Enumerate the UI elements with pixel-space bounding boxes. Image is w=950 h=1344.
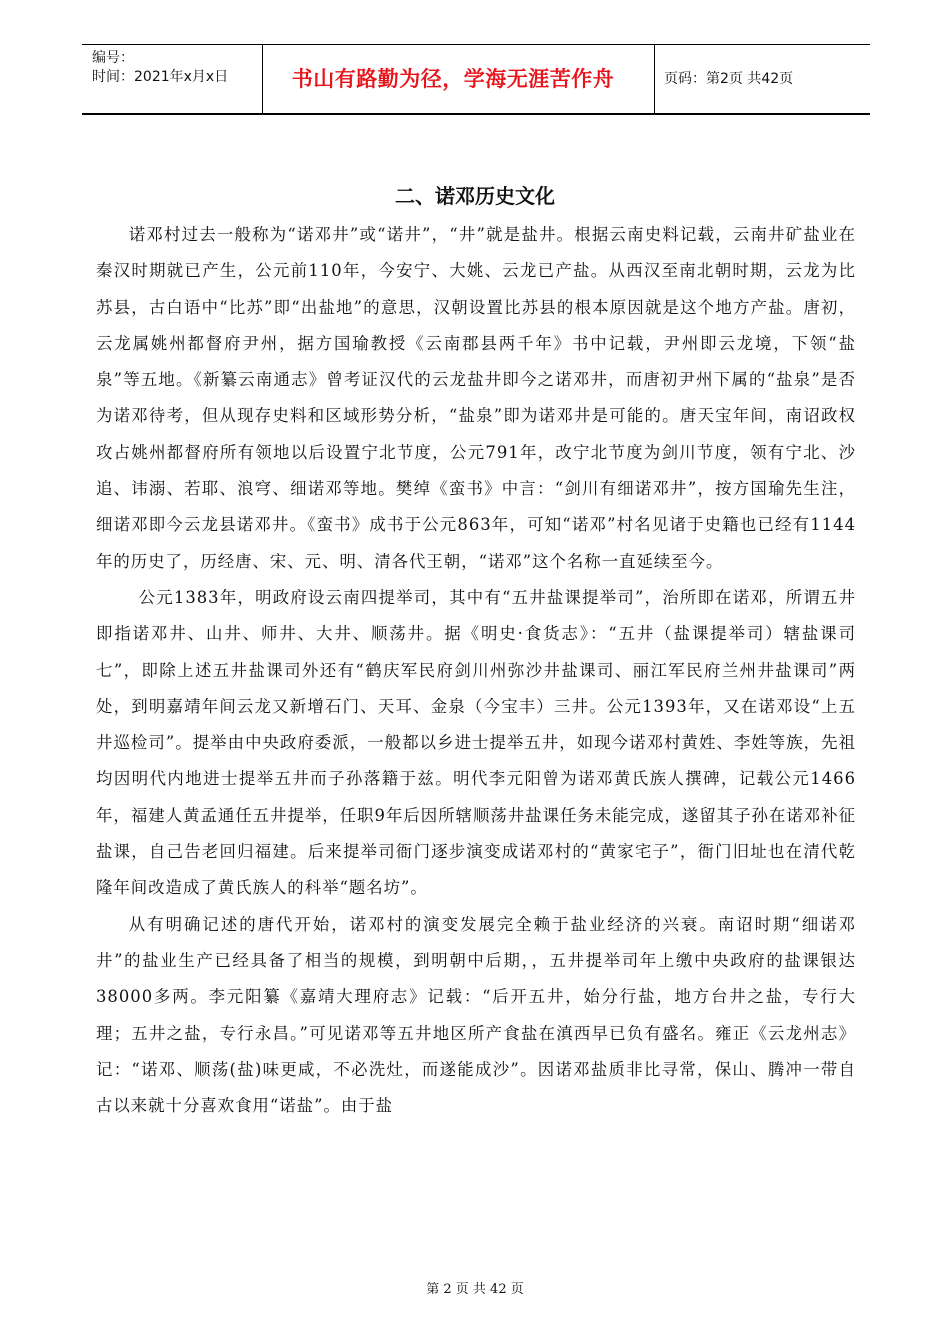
body-text bbox=[96, 217, 856, 1124]
header-page-info: 页码：第2页 共42页 bbox=[664, 71, 794, 87]
paragraph: 公元1383年，明政府设云南四提举司，其中有“五井盐课提举司”，治所即在诺邓，所谓五井即指诺邓井、山井、师井、大井、顺荡井。据《明史·食货志》：“五井（盐课提举司）辖盐课司七”，即除上述五井盐课司外还有“鹤庆军民府剑川州弥沙井盐课司、丽江军民府兰州井盐课司”两处，到明嘉靖年间云龙又新增石门、天耳、金泉（今宝丰）三井。公元1393年，又在诺邓设“上五井巡检司”。提举由中央政府委派，一般都以乡进士提举五井，如现今诺邓村黄姓、李姓等族，先祖均因明代内地进士提举五井而子孙落籍于兹。明代李元阳曾为诺邓黄氏族人撰碑，记载公元1466年，福建人黄孟通任五井提举，任职9年后因所辖顺荡井盐课任务未能完成，遂留其子孙在诺邓补征盐课，自己告老回归福建。后来提举司衙门逐步演变成诺邓村的“黄家宅子”，衙门旧址也在清代乾隆年间改造成了黄氏族人的科举“题名坊”。 bbox=[96, 587, 856, 898]
page-header bbox=[82, 44, 870, 115]
paragraph: 诺邓村过去一般称为“诺邓井”或“诺井”，“井”就是盐井。根据云南史料记载，云南井矿盐业在秦汉时期就已产生，公元前110年，今安宁、大姚、云龙已产盐。从西汉至南北朝时期，云龙为比苏县，古白语中“比苏”即“出盐地”的意思，汉朝设置比苏县的根本原因就是这个地方产盐。唐初，云龙属姚州都督府尹州，据方国瑜教授《云南郡县两千年》书中记载，尹州即云龙境，下领“盐泉”等五地。《新纂云南通志》曾考证汉代的云龙盐井即今之诺邓井，而唐初尹州下属的“盐泉”是否为诺邓待考，但从现存史料和区域形势分析，“盐泉”即为诺邓井是可能的。唐天宝年间，南诏政权攻占姚州都督府所有领地以后设置宁北节度，公元791年，改宁北节度为剑川节度，领有宁北、沙追、讳溺、若耶、浪穹、细诺邓等地。樊绰《蛮书》中言：“剑川有细诺邓井”，按方国瑜先生注，细诺邓即今云龙县诺邓井。《蛮书》成书于公元863年，可知“诺邓”村名见诸于史籍也已经有1144年的历史了，历经唐、宋、元、明、清各代王朝，“诺邓”这个名称一直延续至今。 bbox=[96, 225, 856, 571]
header-divider bbox=[654, 45, 655, 113]
header-meta bbox=[92, 49, 228, 87]
paragraph: 从有明确记述的唐代开始，诺邓村的演变发展完全赖于盐业经济的兴衰。南诏时期“细诺邓井”的盐业生产已经具备了相当的规模，到明朝中后期，，五井提举司年上缴中央政府的盐课银达38000多两。李元阳纂《嘉靖大理府志》记载：“后开五井，始分行盐，地方台井之盐，专行大理；五井之盐，专行永昌。”可见诺邓等五井地区所产食盐在滇西早已负有盛名。雍正《云龙州志》记：“诺邓、顺荡(盐)味更咸，不必洗灶，而遂能成沙”。因诺邓盐质非比寻常，保山、腾冲一带自古以来就十分喜欢食用“诺盐”。由于盐 bbox=[96, 914, 856, 1116]
page-footer: 第 2 页 共 42 页 bbox=[426, 1282, 524, 1297]
header-motto: 书山有路勤为径，学海无涯苦作舟 bbox=[291, 67, 615, 91]
document-date-label: 时间：2021年x月x日 bbox=[92, 69, 229, 85]
section-title: 二、诺邓历史文化 bbox=[395, 184, 555, 208]
document-number-label: 编号： bbox=[92, 50, 134, 66]
